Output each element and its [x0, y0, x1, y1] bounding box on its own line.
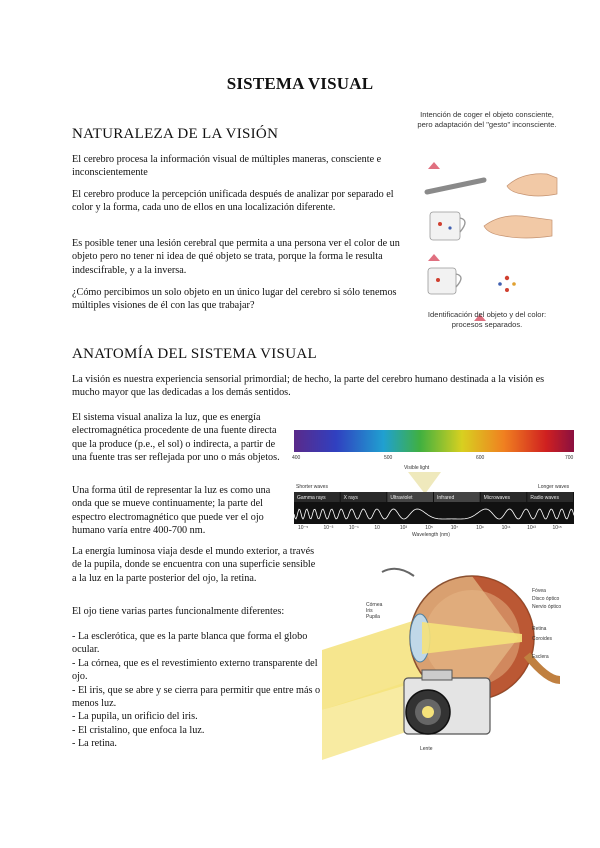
label-retina: Retina [532, 626, 547, 632]
list-item: - La pupila, un orificio del iris. [72, 711, 198, 723]
figure-caption-top: Intención de coger el objeto consciente, pero adaptación del "gesto" inconsciente. [417, 110, 557, 129]
triangle-marker-icon [428, 254, 440, 261]
longer-waves-label: Longer waves [538, 484, 570, 490]
wavelength-scale-label: 10⁹ [476, 525, 484, 531]
eye-anatomy-figure [322, 560, 580, 765]
paragraph-intro: La visión es nuestra experiencia sensorial primordial; de hecho, la parte del cerebro humano destinada a la visión es mucho mayor que las dedicadas a los demás sentidos. [72, 374, 545, 399]
list-item: - El iris, que se abre y se cierra para permitir que entre más o menos luz. [72, 684, 321, 710]
spectrum-band-label: Gamma rays [297, 495, 326, 501]
hand-icon [484, 216, 552, 238]
paragraph-light: El sistema visual analiza la luz, que es energía electromagnética procedente de una fuente directa que la produce (p.e., el sol) o indirecta, a partir de una fuente tras ser reflejada por uno o más objetos. [72, 412, 280, 464]
list-item: - La retina. [72, 738, 117, 750]
spectrum-illustration [292, 428, 578, 540]
visible-light-label: Visible light [404, 465, 430, 471]
triangle-marker-icon [428, 162, 440, 169]
label-iris: Iris [366, 608, 373, 614]
paragraph-parts: El ojo tiene varias partes funcionalmente diferentes: [72, 606, 285, 617]
visible-window-cone [408, 472, 441, 494]
pen-icon [427, 180, 484, 192]
paragraph: El cerebro produce la percepción unificada después de analizar por separado el color y la forma, cada uno de ellos en una localización diferente. [72, 189, 394, 214]
eye-parts-list [72, 630, 322, 751]
wavelength-scale-label: 10⁵ [425, 525, 433, 531]
label-esclera: Esclera [532, 654, 549, 660]
mug-icon [428, 268, 461, 294]
section-heading-anatomia: ANATOMÍA DEL SISTEMA VISUAL [72, 346, 317, 362]
paragraph: Es posible tener una lesión cerebral que permita a una persona ver el color de un objeto pero no tener ni idea de qué objeto se trata, porque la forma le resulta indescifrable, y a la inversa. [72, 238, 400, 276]
wavelength-scale-label: 10 [374, 525, 380, 531]
label-coroides: Coroides [532, 636, 553, 642]
perception-figure [412, 110, 562, 330]
label-fovea: Fóvea [532, 588, 546, 594]
list-item: - La esclerótica, que es la parte blanca que forma el globo ocular. [72, 631, 308, 656]
tick-500: 500 [384, 455, 393, 461]
eye-and-camera-illustration [322, 560, 580, 765]
paragraph: ¿Cómo percibimos un solo objeto en un único lugar del cerebro si sólo tenemos múltiples visiones de él con las que trabajar? [72, 287, 397, 312]
paragraph: El cerebro procesa la información visual de múltiples maneras, consciente e inconscientemente [72, 154, 382, 179]
wavelength-axis-label: Wavelength (nm) [412, 532, 450, 538]
list-item: - El cristalino, que enfoca la luz. [72, 724, 205, 736]
wavelength-scale-label: 10⁷ [450, 525, 459, 531]
spectrum-band-label: Ultraviolet [390, 495, 413, 501]
wavelength-scale-label: 10⁻³ [323, 525, 334, 531]
list-item: - La córnea, que es el revestimiento externo transparente del ojo. [72, 657, 318, 683]
tick-700: 700 [565, 455, 574, 461]
shorter-waves-label: Shorter waves [296, 484, 328, 490]
spectrum-band-label: Infrared [437, 495, 455, 501]
tick-400: 400 [292, 455, 301, 461]
label-camera-lens: Lente [420, 746, 433, 752]
wavelength-scale-label: 10³ [399, 525, 408, 531]
hand-and-mugs-illustration [412, 154, 562, 334]
mug-icon [430, 212, 465, 240]
visible-spectrum-bar [294, 430, 574, 452]
spectrum-band-label: X rays [343, 495, 358, 501]
label-disco: Disco óptico [532, 596, 560, 602]
spectrum-band-label: Radio waves [530, 495, 559, 501]
page-title: SISTEMA VISUAL [226, 74, 374, 93]
paragraph-energy: La energía luminosa viaja desde el mundo exterior, a través de la pupila, donde se encuentra con una superficie sensible a la luz en la parte posterior del ojo, la retina. [72, 546, 316, 584]
wavelength-scale-label: 10¹³ [527, 525, 536, 531]
paragraph-wave: Una forma útil de representar la luz es como una onda que se mueve continuamente; la parte del espectro electromagnético que puede ver el ojo humano varía entre 400-700 nm. [72, 485, 271, 537]
wavelength-scale-label: 10¹¹ [501, 525, 511, 531]
label-cornea: Córnea [366, 602, 383, 608]
label-nervio: Nervio óptico [532, 604, 562, 610]
figure-caption-bottom: Identificación del objeto y del color: procesos separados. [427, 310, 547, 329]
section-heading-naturaleza: NATURALEZA DE LA VISIÓN [72, 126, 279, 142]
arrow-icon [382, 569, 414, 576]
wavelength-scale-label: 10⁻⁵ [298, 525, 309, 531]
color-dots-icon [498, 276, 516, 292]
wavelength-scale-label: 10¹⁵ [552, 525, 562, 531]
tick-600: 600 [476, 455, 485, 461]
hand-icon [507, 174, 557, 196]
electromagnetic-spectrum-figure [292, 428, 578, 540]
label-pupila: Pupila [366, 614, 380, 620]
wavelength-scale-label: 10⁻¹ [348, 525, 359, 531]
spectrum-band-label: Microwaves [483, 495, 511, 501]
